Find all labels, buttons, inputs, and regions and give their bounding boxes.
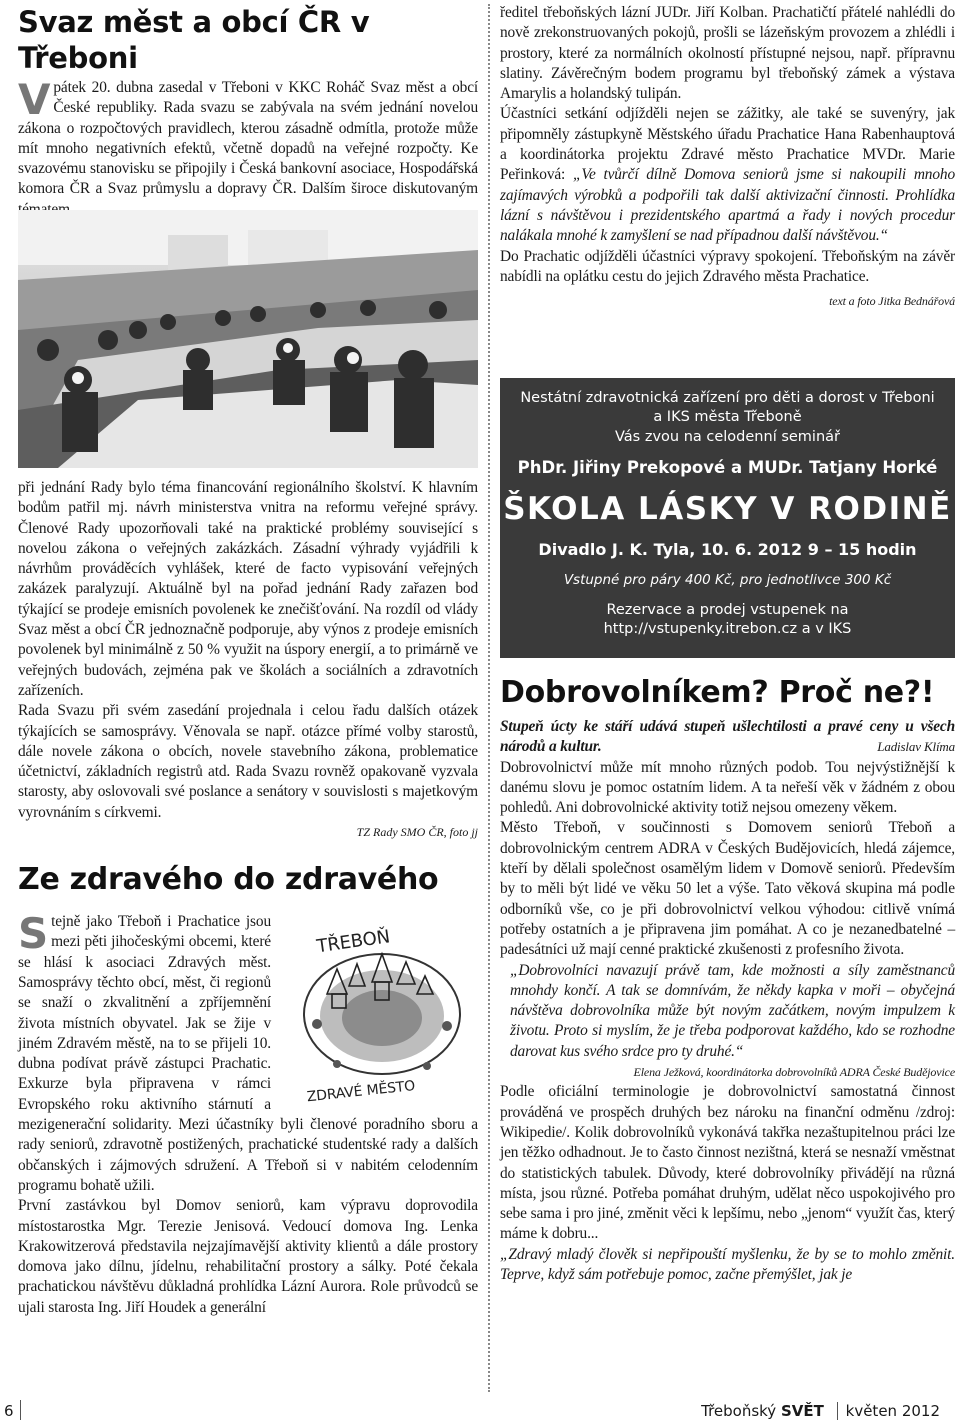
right-column-lower xyxy=(500,675,955,1285)
ad-line: a IKS města Třeboně xyxy=(653,409,802,425)
healthy-city-logo xyxy=(277,914,482,1106)
paragraph-text: Do Prachatic odjížděli účastníci výpravy spokojení. Třeboňským na závěr nabídli na oplátku cestu do jejich Zdravého města Prachatice. xyxy=(500,247,955,285)
issue-date: květen 2012 xyxy=(845,1402,940,1420)
paragraph xyxy=(500,104,955,246)
motto xyxy=(500,717,955,758)
column-divider xyxy=(488,4,490,1392)
ad-headline: ŠKOLA LÁSKY V RODINĚ xyxy=(503,491,952,527)
article-credit: text a foto Jitka Bednářová xyxy=(829,294,955,309)
ad-names: PhDr. Jiřiny Prekopové a MUDr. Tatjany Horké xyxy=(517,458,938,477)
motto-author: Ladislav Klíma xyxy=(877,739,955,755)
paragraph: Město Třeboň, v součinnosti s Domovem seniorů Třeboň a dobrovolnickým centrem ADRA v Českých Budějovicích, hledá zájemce, kteří by dělali společnost osamělým lidem v Domově seniorů. Především by to měli být lidé ve věku 50 let a výše. Tato věková skupina má podle odborníků vše, co je při dobrovolnictví velkou výhodou: citlivě vnímá potřeby ostatních a je připravena jim pomáhat. A co je nezanedbatelné – padesátníci už mají cenné praktické zkušenosti z profesního života. xyxy=(500,819,955,959)
paragraph-text: Účastníci setkání odjížděli nejen se zážitky, ale také se suvenýry, jak připomněly zástupkyně Městského úřadu Prachatice Hana Rabenhauptová a koordinátorka projektu Zdravé město Prachatice MVDr. Marie Peřinková: xyxy=(500,105,955,184)
drop-cap: V xyxy=(18,75,51,124)
quote: „Dobrovolníci navazují právě tam, kde možnosti a síly zaměstnanců mnohdy končí. A tak se domnívám, že někdy kapka v moři – obyčejná návštěva dobrovolníka může být novým začátkem, novým impulzem k životu. Proto si myslím, že je třeba podporovat každého, kdo se rozhodne darovat kus svého srdce pro ty druhé.“ xyxy=(510,961,955,1060)
article-credit: TZ Rady SMO ČR, foto jj xyxy=(356,825,478,840)
article-body xyxy=(18,909,478,1318)
page-footer xyxy=(0,1398,960,1423)
article-title: Ze zdravého do zdravého xyxy=(18,862,439,898)
meeting-photo-image xyxy=(18,210,478,468)
brand-name-bold: SVĚT xyxy=(780,1402,824,1420)
right-column xyxy=(500,0,955,311)
paragraph: Podle oficiální terminologie je dobrovolnictví samostatná činnost prováděná ve prospěch druhých bez nároku na finanční odměnu /zdroj: Wikipedie/. Kolik dobrovolníků vykonává takřka nezaštupitelnou práci lze jen těžko odhadnout. Je to často činnost nezištná, která se nesnaží vměstnat do statistických tabulek. Důvody, které dobrovolníky přivádějí na různá místa, jsou různé. Potřeba pomáhat druhým, udělat něco uspokojivého pro sebe sama i pro jiné, změnit věci k lepšímu, nebo „jenom“ využít čas, který máme k dobru... xyxy=(500,1083,955,1243)
paragraph: Rada Svazu při svém zasedání projednala i celou řadu dalších otázek týkajících se samosprávy. Věnovala se např. otázce přímé volby starostů, dále novele zákona o obcích, novele stavebního zákona, problematice účetnictví, základních registrů atd. Rada Svazu rovněž opakovaně vyzvala starosty, aby oslovovali své poslance a senátory v souvislosti s majetkovým vyrovnáním s církvemi. xyxy=(18,702,478,821)
article-title: Dobrovolníkem? Proč ne?! xyxy=(500,675,935,710)
motto-text: Stupeň úcty ke stáří udává stupeň ušlechtilosti a pravé ceny u všech národů a kultur. xyxy=(500,718,955,756)
article-body xyxy=(500,717,955,1285)
article-title: Svaz měst a obcí ČR v Třeboni xyxy=(18,5,370,75)
healthy-city-logo-image xyxy=(277,914,482,1106)
footer-brand xyxy=(701,1402,940,1420)
paragraph: ředitel třeboňských lázní JUDr. Jiří Kolban. Prachatičtí přátelé nahlédli do nově zrekonstruovaných pokojů, prošli se lázeňským provozem a zhlédli i prostory, které za normálních okolností přístupné nejsou, např. přípravnu slatiny. Závěrečným bodem programu byl třeboňský zámek a výstava Amarylis a holandský tulipán. xyxy=(500,4,955,103)
article-body xyxy=(18,478,478,823)
quote: „Zdravý mladý člověk si nepřipouští myšlenku, že by se to mohlo změnit. Teprve, když sám potřebuje pomoc, začne přemýšlet, jak je xyxy=(500,1245,955,1284)
paragraph xyxy=(500,247,955,309)
ad-line: Nestátní zdravotnická zařízení pro děti a dorost v Třeboni xyxy=(520,390,935,406)
quote-author: Elena Ježková, koordinátorka dobrovolníků ADRA České Budějovice xyxy=(633,1065,955,1080)
quote: „Ve tvůrčí dílně Domova seniorů jsme si nakoupili mnoho zajímavých výrobků a podpořili tak další aktivizační činnosti. Prohlídka lázní s návštěvou i prezidentského apartmá a řady i nových procedur nalákala mnohé k zamyšlení se nad případnou další návštěvou.“ xyxy=(500,166,955,245)
left-column-continued xyxy=(18,478,478,1318)
paragraph: tejně jako Třeboň i Prachatice jsou mezi pěti jihočeskými obcemi, které se hlásí k asociaci Zdravých měst. Samosprávy těchto obcí, měst, či regionů se snaží o zkvalitnění a zpříjemnění života místních obyvatel. Jak se žije v jiném Zdravém městě, na to se přijeli 10. dubna podívat právě zástupci Prachatic. Exkurze byla připravena v rámci Evropského roku aktivního stárnutí a mezigenerační solidarity. Mezi účastníky byli členové poradního sboru a rady seniorů, zdravotně postižených, prachatické studentské rady a dalších občanských i zájmových sdružení. A Třeboň si v nabitém celodenním programu bohatě užili. xyxy=(18,913,478,1194)
logo-subtitle: ZDRAVÉ MĚSTO xyxy=(306,1078,416,1106)
page-number: 6 xyxy=(4,1402,14,1420)
seminar-advertisement xyxy=(500,378,955,658)
paragraph: První zastávkou byl Domov seniorů, kam výpravu doprovodila místostarostka Mgr. Terezie Jenisová. Vedoucí domova Ing. Lenka Krakowitzerová představila nejzajímavější aktivity klientů a dále prostory domova jako dílnu, jídelnu, rehabilitační prostory a sálky. Poté čekala prachatickou návštěvu důkladná prohlídka Lázní Aurora. Role průvodců se ujali starosta Ing. Jiří Houdek a generální xyxy=(18,1197,478,1316)
ad-reservation: Rezervace a prodej vstupenek na xyxy=(606,602,849,618)
drop-cap: S xyxy=(18,909,49,959)
brand-name: Třeboňský xyxy=(701,1402,777,1420)
paragraph: pátek 20. dubna zasedal v Třeboni v KKC Roháč Svaz měst a obcí České republiky. Rada svazu se zabývala na svém jednání novelou zákona o rozpočtových pravidlech, kterou zásadně odmítla, protože může mít mnoho negativních efektů, včetně dopadů na veřejné rozpočty. Ke svazovému stanovisku se připojily i Česká bankovní asociace, Hospodářská komora ČR a Svaz průmyslu a dopravy ČR. Dalším široce diskutovaným xyxy=(18,79,478,198)
paragraph: Dobrovolnictví může mít mnoho různých podob. Tou nejvýstižnější k danému slovu je pomoc ostatním lidem. A ta neřeší věk v žádném z obou pohledů. Ani dobrovolnické aktivity totiž nejsou omezeny věkem. xyxy=(500,758,955,817)
footer-divider xyxy=(20,1400,21,1420)
article-body-continued xyxy=(500,3,955,309)
meeting-photo xyxy=(18,210,478,468)
ad-reservation-link[interactable]: http://vstupenky.itrebon.cz a v IKS xyxy=(603,621,852,637)
ad-line: Vás zvou na celodenní seminář xyxy=(615,429,840,445)
ad-price: Vstupné pro páry 400 Kč, pro jednotlivce 300 Kč xyxy=(563,572,892,588)
ad-venue: Divadlo J. K. Tyla, 10. 6. 2012 9 – 15 hodin xyxy=(538,540,917,559)
logo-title: TŘEBOŇ xyxy=(315,926,392,958)
paragraph: při jednání Rady bylo téma financování regionálního školství. K hlavním bodům patřil mj. návrh ministerstva vnitra na reformu veřejné správy. Členové Rady upozorňovali také na praktické problémy související s novelou zákona o veřejných zakázkách. Zásadní výhrady vyjádřili k návrhům prováděcích vyhlášek, které de facto vypisování veřejných zakázek paralyzují. Aktuálně byl na pořad jednání Rady zařazen bod týkající se prodeje emisních povolenek ke znečišťování. Na rozdíl od vlády Svaz měst a obcí ČR jednoznačně podporuje, aby výnos z prodeje emisních povolenek byl minimálně z 50 % využit na úspory energií, a to primárně ve veřejných budovách, zejména pak ve školách a sociálních a zdravotních zařízeních. xyxy=(18,479,478,699)
